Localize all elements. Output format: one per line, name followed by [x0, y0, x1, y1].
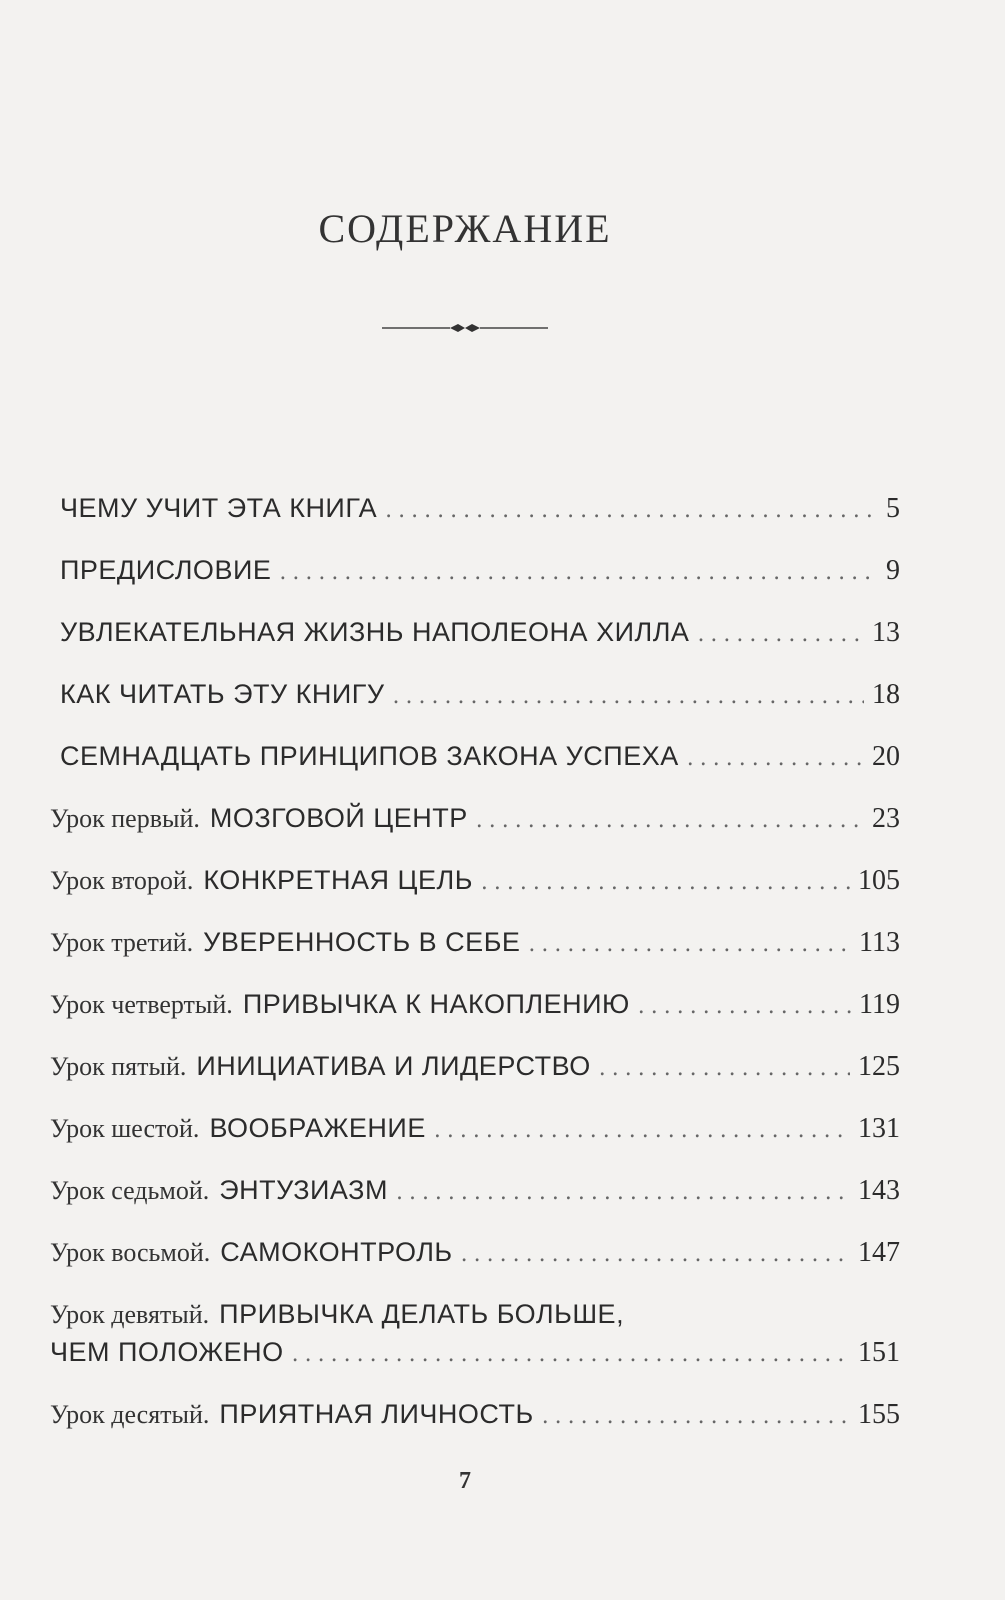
toc-page-number: 20	[872, 741, 900, 772]
toc-lesson-label: Урок пятый.	[50, 1052, 187, 1081]
dot-leader	[434, 1113, 850, 1149]
toc-entry[interactable]	[50, 1296, 900, 1333]
toc-entry[interactable]	[50, 924, 900, 963]
dot-leader	[279, 555, 878, 591]
toc-lesson-label: Урок шестой.	[50, 1114, 200, 1143]
toc-lesson-label: Урок четвертый.	[50, 990, 233, 1019]
dot-leader	[396, 1175, 850, 1211]
toc-page-number: 13	[872, 617, 900, 648]
toc-entry[interactable]	[50, 986, 900, 1025]
toc-entry[interactable]	[50, 676, 900, 715]
toc-entry[interactable]	[50, 1110, 900, 1149]
toc-lesson-label: Урок третий.	[50, 928, 194, 957]
toc-entry-title: ПРЕДИСЛОВИЕ	[60, 555, 272, 585]
toc-entry-title: ВООБРАЖЕНИЕ	[209, 1113, 426, 1143]
toc-entry-title: КАК ЧИТАТЬ ЭТУ КНИГУ	[60, 679, 385, 709]
dot-leader	[481, 865, 850, 901]
toc-page-number: 131	[858, 1113, 900, 1144]
toc-entry-continuation[interactable]	[50, 1334, 900, 1373]
toc-page-number: 125	[858, 1051, 900, 1082]
toc-entry-title: УВЕРЕННОСТЬ В СЕБЕ	[203, 927, 521, 957]
toc-entry[interactable]	[50, 862, 900, 901]
toc-page-number: 147	[858, 1237, 900, 1268]
toc-lesson-label: Урок девятый.	[50, 1300, 210, 1329]
dot-leader	[476, 803, 864, 839]
dot-leader	[292, 1337, 850, 1373]
dot-leader	[542, 1399, 850, 1435]
toc-entry-title: ПРИВЫЧКА К НАКОПЛЕНИЮ	[242, 989, 630, 1019]
toc-entry-title: ЭНТУЗИАЗМ	[219, 1175, 388, 1205]
toc-entry-title: ПРИВЫЧКА ДЕЛАТЬ БОЛЬШЕ,	[219, 1299, 625, 1329]
toc-page-number: 143	[858, 1175, 900, 1206]
toc-entry-title: САМОКОНТРОЛЬ	[220, 1237, 453, 1267]
toc-page-number: 23	[872, 803, 900, 834]
toc-page-number: 119	[859, 989, 900, 1020]
toc-page-number: 9	[886, 555, 900, 586]
dot-leader	[599, 1051, 850, 1087]
toc-lesson-label: Урок второй.	[50, 866, 194, 895]
dot-leader	[697, 617, 864, 653]
toc-page-number: 18	[872, 679, 900, 710]
toc-entry-title: СЕМНАДЦАТЬ ПРИНЦИПОВ ЗАКОНА УСПЕХА	[60, 741, 679, 771]
toc-entry-title: ЧЕМУ УЧИТ ЭТА КНИГА	[60, 493, 378, 523]
toc-entry[interactable]	[50, 552, 900, 591]
toc-entry[interactable]	[50, 738, 900, 777]
dot-leader	[461, 1237, 850, 1273]
toc-lesson-label: Урок седьмой.	[50, 1176, 210, 1205]
page-number: 7	[459, 1468, 471, 1494]
toc-entry[interactable]	[50, 800, 900, 839]
toc-lesson-label: Урок десятый.	[50, 1400, 210, 1429]
toc-entry[interactable]	[50, 1048, 900, 1087]
dot-leader	[687, 741, 864, 777]
toc-lesson-label: Урок восьмой.	[50, 1238, 211, 1267]
toc-entry-title-line2: ЧЕМ ПОЛОЖЕНО	[50, 1337, 284, 1367]
toc-entry[interactable]	[50, 490, 900, 529]
dot-leader	[393, 679, 864, 715]
dot-leader	[385, 493, 878, 529]
page-title: СОДЕРЖАНИЕ	[318, 206, 612, 251]
toc-entry-title: КОНКРЕТНАЯ ЦЕЛЬ	[203, 865, 473, 895]
toc-page-number: 5	[886, 493, 900, 524]
toc-page-number: 113	[859, 927, 900, 958]
dot-leader	[638, 989, 851, 1025]
toc-entry-title: ПРИЯТНАЯ ЛИЧНОСТЬ	[219, 1399, 534, 1429]
toc-entry[interactable]	[50, 1234, 900, 1273]
toc-entry-title: МОЗГОВОЙ ЦЕНТР	[209, 803, 468, 833]
dot-leader	[528, 927, 851, 963]
toc-entry[interactable]	[50, 614, 900, 653]
toc-entry-title: УВЛЕКАТЕЛЬНАЯ ЖИЗНЬ НАПОЛЕОНА ХИЛЛА	[60, 617, 690, 647]
toc-entry[interactable]	[50, 1172, 900, 1211]
ornament-divider-icon	[380, 318, 550, 338]
toc-lesson-label: Урок первый.	[50, 804, 200, 833]
toc-page-number: 105	[858, 865, 900, 896]
toc-page-number: 151	[858, 1337, 900, 1368]
toc-entry-title: ИНИЦИАТИВА И ЛИДЕРСТВО	[196, 1051, 591, 1081]
toc-entry[interactable]	[50, 1396, 900, 1435]
toc-page-number: 155	[858, 1399, 900, 1430]
